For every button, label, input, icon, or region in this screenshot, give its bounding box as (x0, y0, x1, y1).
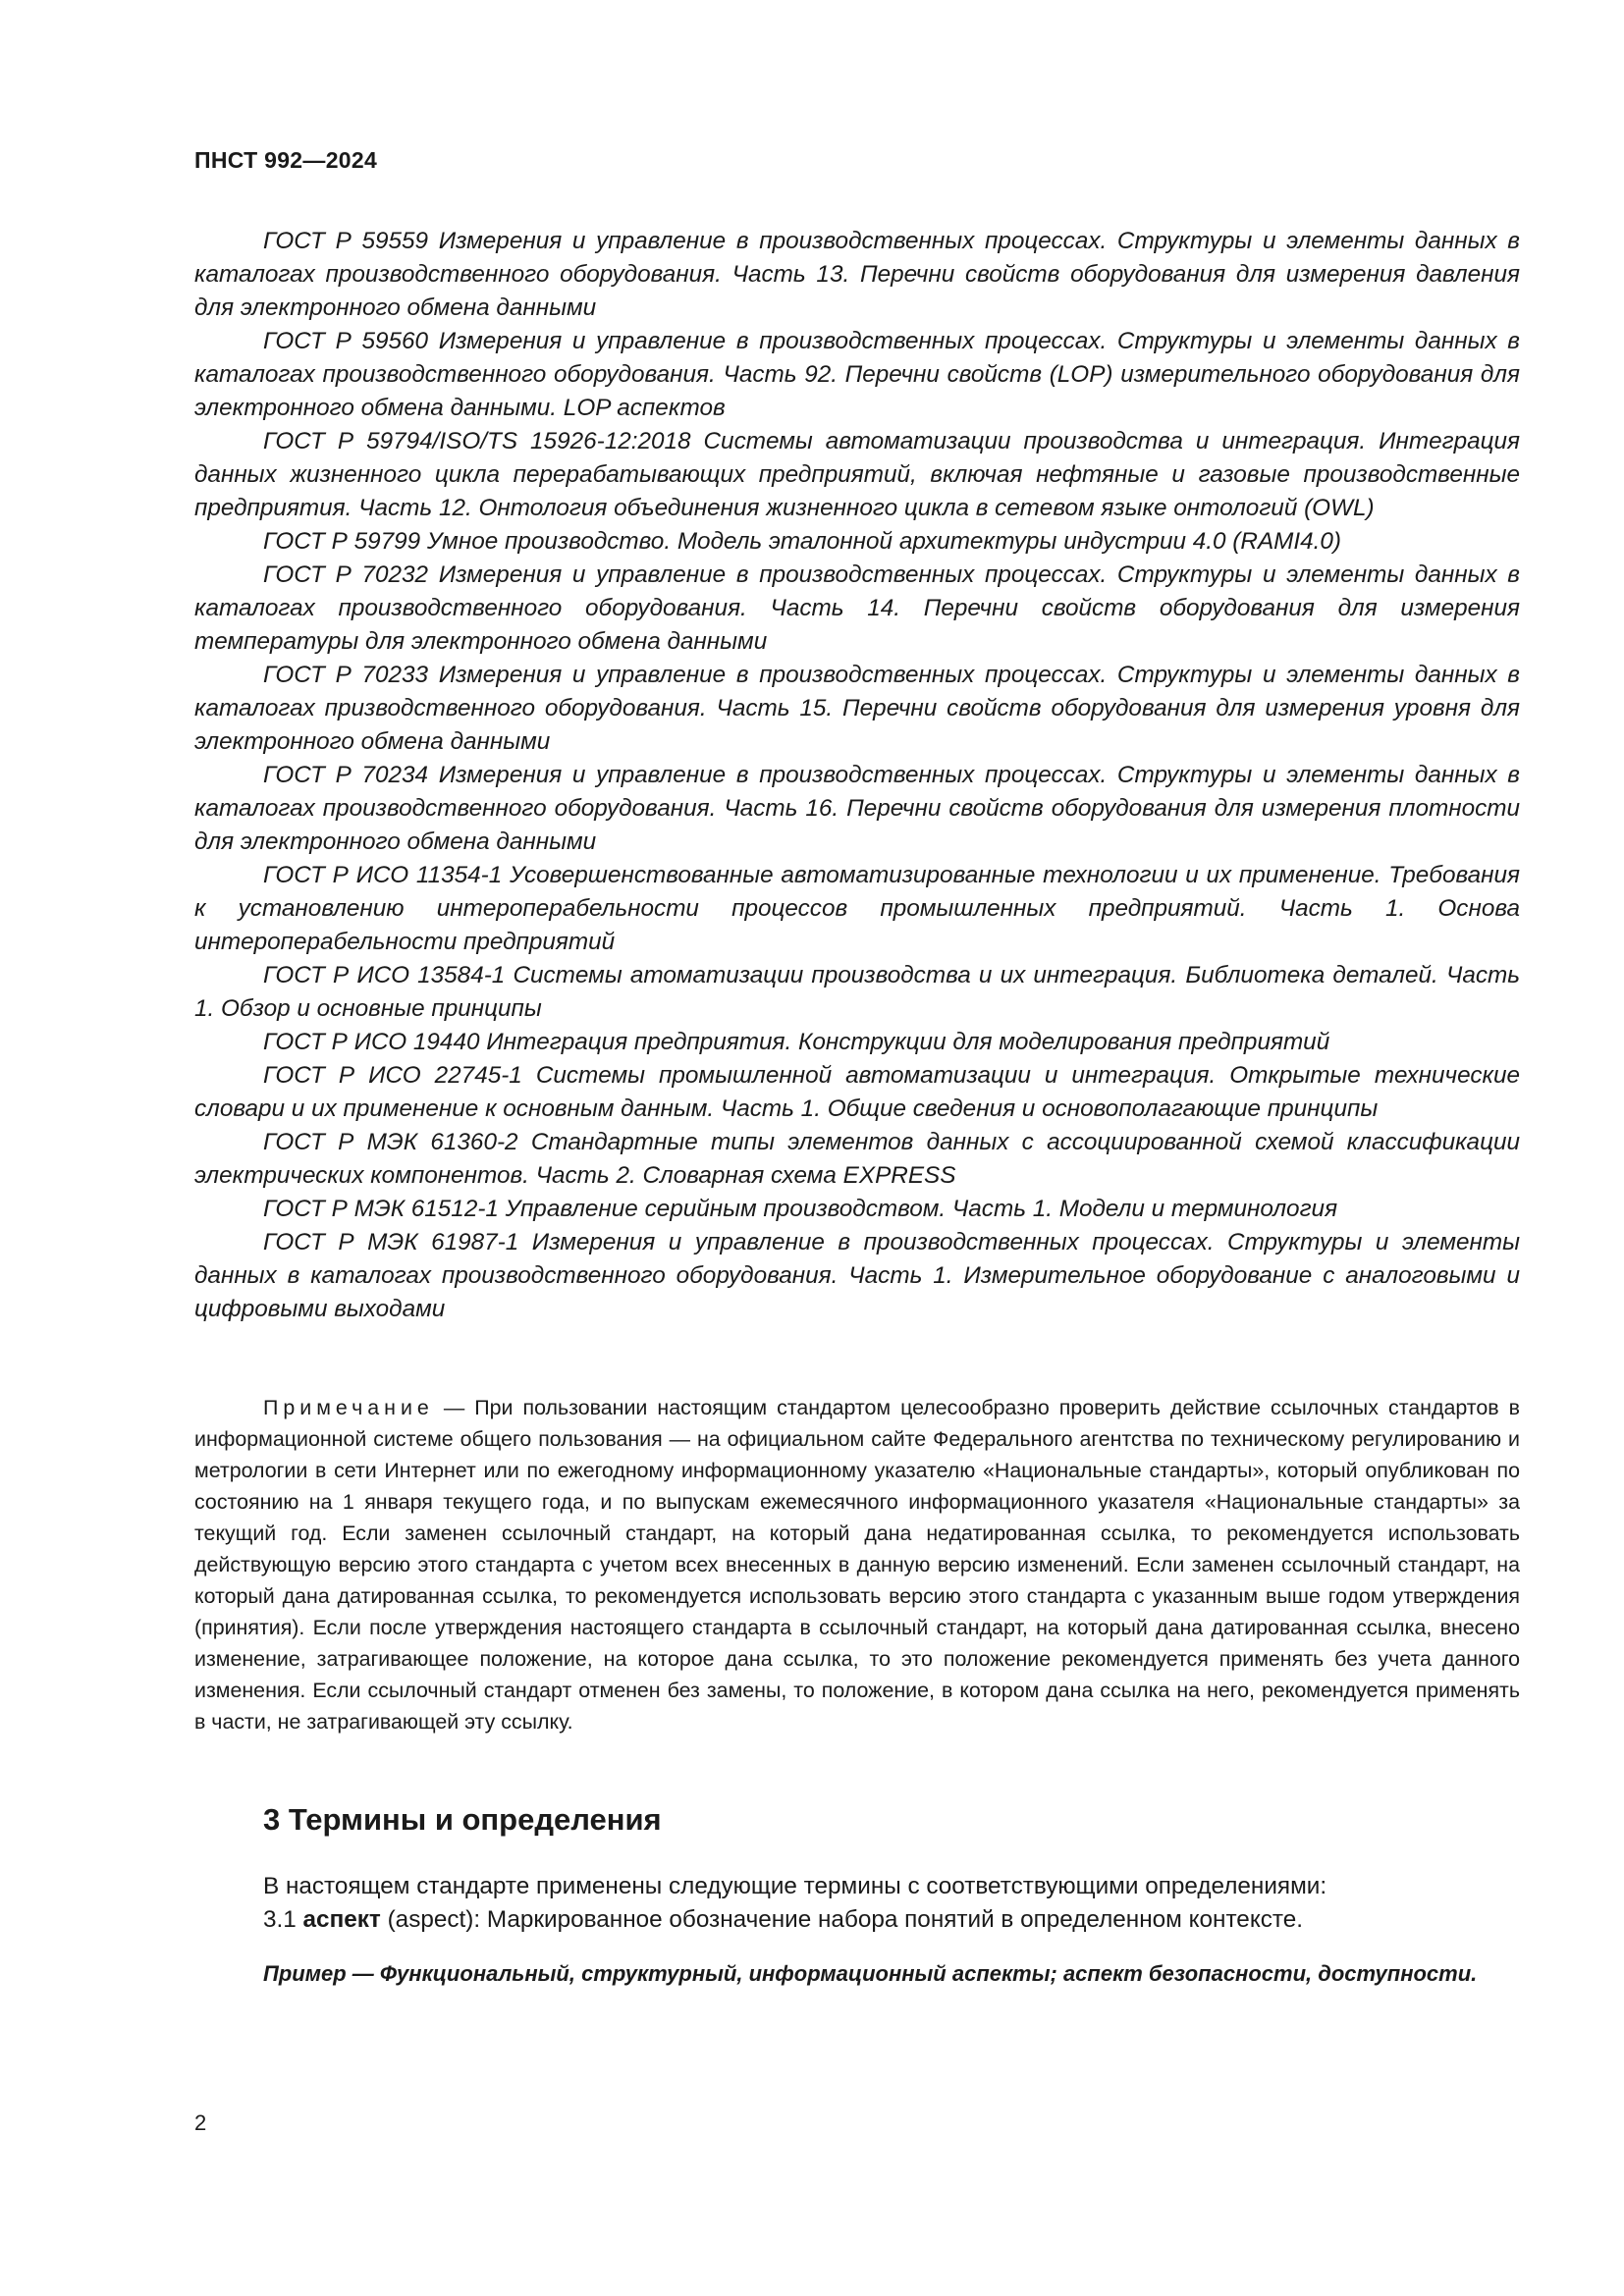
reference-item: ГОСТ Р ИСО 11354-1 Усовершенствованные автоматизированные технологии и их применение. Требования к установлению интероперабельности процессов промышленных предприятий. Часть 1. Основа интероперабельности предприятий (194, 862, 1520, 955)
term-definition-text: (aspect): Маркированное обозначение набора понятий в определенном контексте. (387, 1906, 1303, 1933)
section-heading: 3 Термины и определения (263, 1802, 662, 1837)
document-id-header: ПНСТ 992—2024 (194, 147, 378, 173)
term-word: аспект (302, 1906, 381, 1933)
term-definition (263, 1903, 1520, 1937)
term-number: 3.1 (263, 1906, 297, 1933)
reference-item: ГОСТ Р МЭК 61512-1 Управление серийным производством. Часть 1. Модели и терминология (263, 1196, 1338, 1222)
note-paragraph (194, 1392, 1520, 1737)
normative-references-list (194, 225, 1520, 1326)
note-label: Примечание (263, 1396, 434, 1419)
reference-item: ГОСТ Р МЭК 61360-2 Стандартные типы элементов данных с ассоциированной схемой классификации электрических компонентов. Часть 2. Словарная схема EXPRESS (194, 1129, 1520, 1189)
reference-item: ГОСТ Р 59794/ISO/TS 15926-12:2018 Системы автоматизации производства и интеграция. Интеграция данных жизненного цикла перерабатывающих предприятий, включая нефтяные и газовые производственные предприятия. Часть 12. Онтология объединения жизненного цикла в сетевом языке онтологий (OWL) (194, 428, 1520, 521)
note-text: — При пользовании настоящим стандартом целесообразно проверить действие ссылочных стандартов в информационной системе общего пользования — на официальном сайте Федерального агентства по техническому регулированию и метрологии в сети Интернет или по ежегодному информационному указателю «Национальные стандарты», который опубликован по состоянию на 1 января текущего года, и по выпускам ежемесячного информационного указателя «Национальные стандарты» за текущий год. Если заменен ссылочный стандарт, на который дана недатированная ссылка, то рекомендуется использовать действующую версию этого стандарта с учетом всех внесенных в данную версию изменений. Если заменен ссылочный стандарт, на который дана датированная ссылка, то рекомендуется использовать версию этого стандарта с указанным выше годом утверждения (принятия). Если после утверждения настоящего стандарта в ссылочный стандарт, на который дана датированная ссылка, внесено изменение, затрагивающее положение, на которое дана ссылка, то это положение рекомендуется применять без учета данного изменения. Если ссылочный стандарт отменен без замены, то положение, в котором дана ссылка на него, рекомендуется применять в части, не затрагивающей эту ссылку. (194, 1396, 1520, 1734)
reference-item: ГОСТ Р МЭК 61987-1 Измерения и управление в производственных процессах. Структуры и элементы данных в каталогах производственного оборудования. Часть 1. Измерительное оборудование с аналоговыми и цифровыми выходами (194, 1229, 1520, 1322)
reference-item: ГОСТ Р 70234 Измерения и управление в производственных процессах. Структуры и элементы данных в каталогах производственного оборудования. Часть 16. Перечни свойств оборудования для измерения плотности для электронного обмена данными (194, 762, 1520, 855)
section-intro: В настоящем стандарте применены следующие термины с соответствующими определениями: (263, 1873, 1327, 1899)
reference-item: ГОСТ Р 59559 Измерения и управление в производственных процессах. Структуры и элементы данных в каталогах производственного оборудования. Часть 13. Перечни свойств оборудования для измерения давления для электронного обмена данными (194, 228, 1520, 321)
reference-item: ГОСТ Р 59799 Умное производство. Модель эталонной архитектуры индустрии 4.0 (RAMI4.0) (263, 528, 1342, 555)
page-number: 2 (194, 2110, 207, 2135)
reference-item: ГОСТ Р 70232 Измерения и управление в производственных процессах. Структуры и элементы данных в каталогах производственного оборудования. Часть 14. Перечни свойств оборудования для измерения температуры для электронного обмена данными (194, 561, 1520, 655)
reference-item: ГОСТ Р ИСО 22745-1 Системы промышленной автоматизации и интеграция. Открытые технические словари и их применение к основным данным. Часть 1. Общие сведения и основополагающие принципы (194, 1062, 1520, 1122)
reference-item: ГОСТ Р 59560 Измерения и управление в производственных процессах. Структуры и элементы данных в каталогах производственного оборудования. Часть 92. Перечни свойств (LOP) измерительного оборудования для электронного обмена данными. LOP аспектов (194, 328, 1520, 421)
reference-item: ГОСТ Р ИСО 19440 Интеграция предприятия. Конструкции для моделирования предприятий (263, 1029, 1330, 1055)
term-example: Пример — Функциональный, структурный, информационный аспекты; аспект безопасности, доступности. (263, 1961, 1478, 1986)
reference-item: ГОСТ Р 70233 Измерения и управление в производственных процессах. Структуры и элементы данных в каталогах призводственного оборудования. Часть 15. Перечни свойств оборудования для измерения уровня для электронного обмена данными (194, 662, 1520, 755)
reference-item: ГОСТ Р ИСО 13584-1 Системы атоматизации производства и их интеграция. Библиотека деталей. Часть 1. Обзор и основные принципы (194, 962, 1520, 1022)
